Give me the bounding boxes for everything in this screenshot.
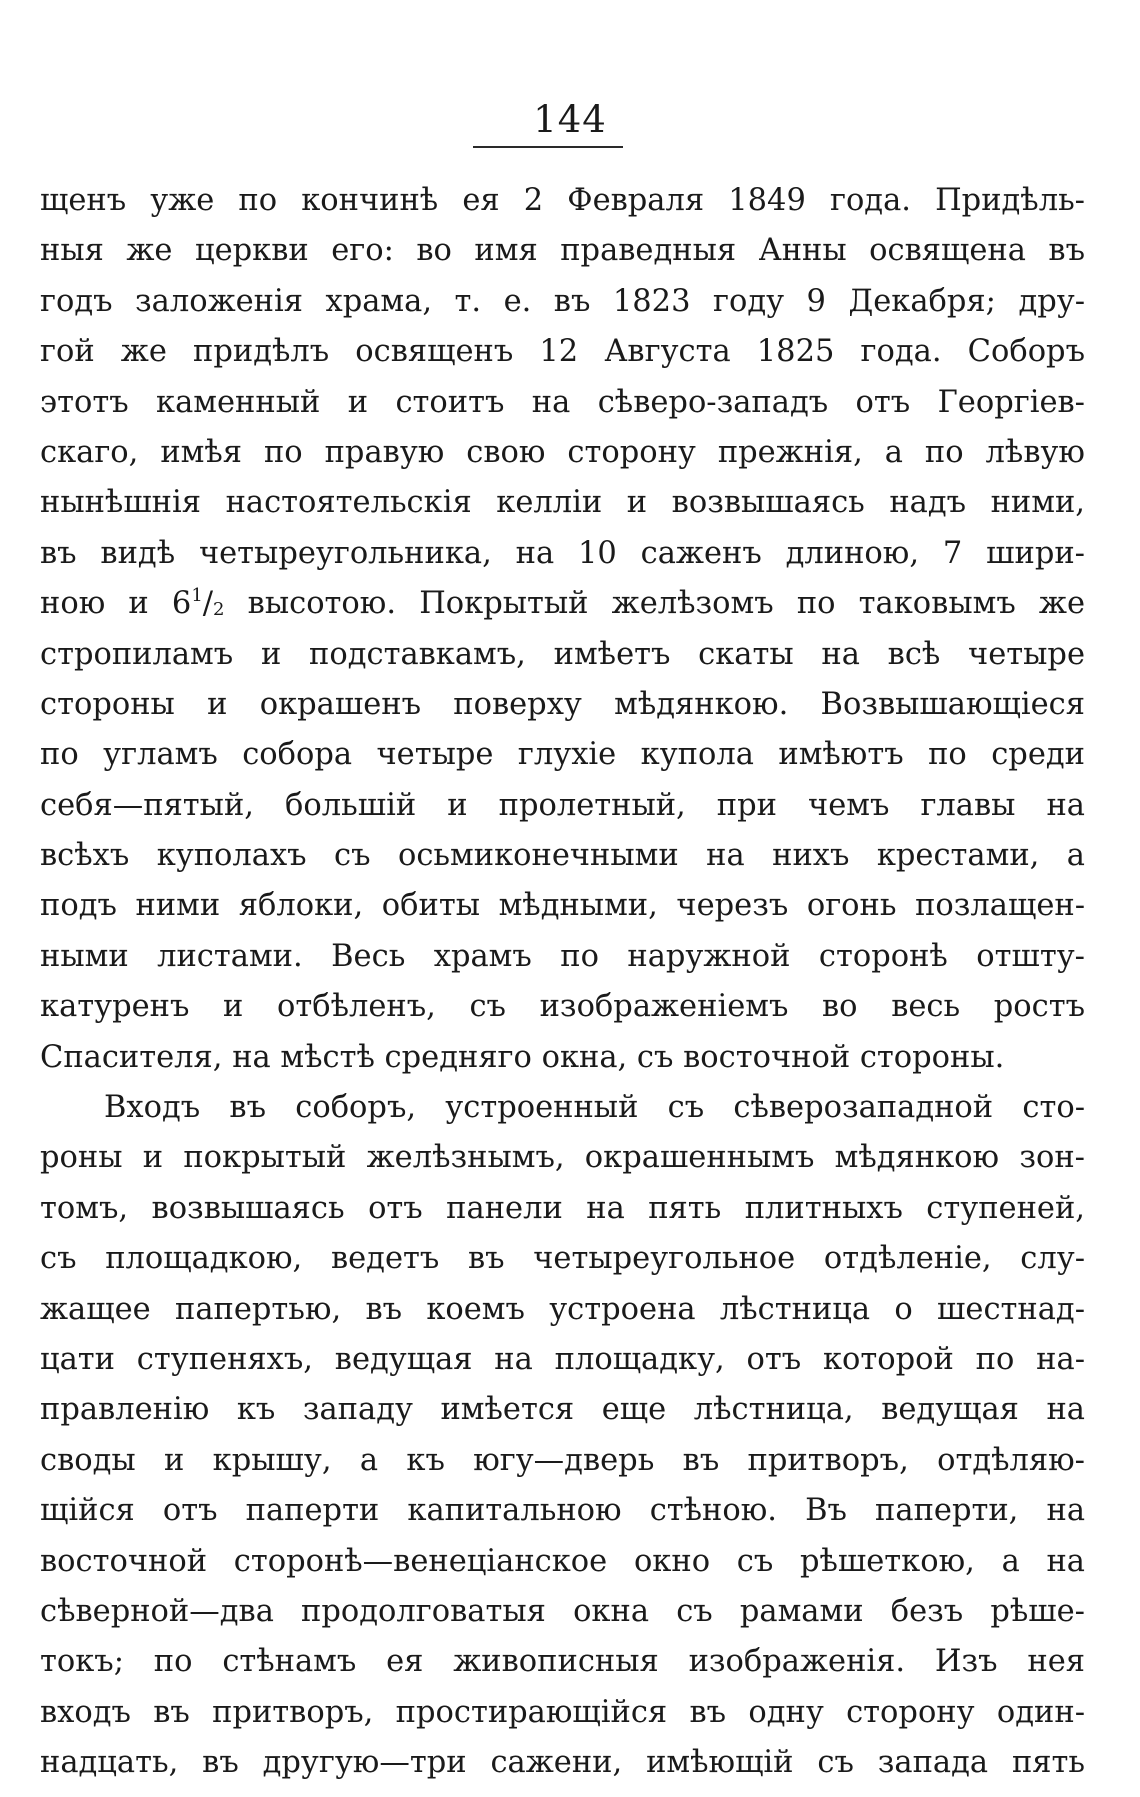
page-number-rule	[473, 146, 623, 148]
text-line: надцать, въ другую—три сажени, имѣющій съ запада пять	[40, 1745, 1085, 1781]
text-line: въ видѣ четыреугольника, на 10 саженъ длиною, 7 шири-	[40, 535, 1085, 571]
text-line-fraction	[40, 579, 1085, 629]
text-line: жащее папертью, въ коемъ устроена лѣстница о шестнад-	[40, 1291, 1085, 1327]
text-line: ными листами. Весь храмъ по наружной сторонѣ отшту-	[40, 938, 1085, 974]
text-line: скаго, имѣя по правую свою сторону прежнія, а по лѣвую	[40, 434, 1085, 470]
paragraph-2	[40, 1083, 1085, 1788]
text-line: гой же придѣлъ освященъ 12 Августа 1825 года. Соборъ	[40, 334, 1085, 370]
page-number: 144	[533, 98, 607, 141]
text-line: томъ, возвышаясь отъ панели на пять плитныхъ ступеней,	[40, 1190, 1085, 1226]
text-line: стороны и окрашенъ поверху мѣдянкою. Возвышающіеся	[40, 686, 1085, 722]
fraction-line-start: ною и 6	[40, 586, 192, 622]
text-line: роны и покрытый желѣзнымъ, окрашеннымъ мѣдянкою зон-	[40, 1140, 1085, 1176]
text-line: входъ въ притворъ, простирающійся въ одну сторону один-	[40, 1694, 1085, 1730]
text-line: стропиламъ и подставкамъ, имѣетъ скаты на всѣ четыре	[40, 636, 1085, 672]
fraction-line-end: высотою. Покрытый желѣзомъ по таковымъ же	[224, 586, 1086, 622]
text-line: правленію къ западу имѣется еще лѣстница, ведущая на	[40, 1392, 1085, 1428]
text-line: годъ заложенія храма, т. е. въ 1823 году 9 Декабря; дру-	[40, 283, 1085, 319]
text-line: цати ступеняхъ, ведущая на площадку, отъ которой по на-	[40, 1341, 1085, 1377]
text-line: токъ; по стѣнамъ ея живописныя изображенія. Изъ нея	[40, 1644, 1085, 1680]
text-line: сѣверной—два продолговатыя окна съ рамами безъ рѣше-	[40, 1593, 1085, 1629]
fraction-denominator: 2	[213, 599, 225, 621]
text-line: Спасителя, на мѣстѣ средняго окна, съ восточной стороны.	[40, 1039, 1005, 1075]
fraction-slash: /	[202, 586, 214, 622]
text-line: щійся отъ паперти капитальною стѣною. Въ паперти, на	[40, 1493, 1085, 1529]
text-line: щенъ уже по кончинѣ ея 2 Февраля 1849 года. Придѣль-	[40, 183, 1085, 218]
text-line: всѣхъ куполахъ съ осьмиконечными на нихъ крестами, а	[40, 838, 1085, 874]
text-line: этотъ каменный и стоитъ на сѣверо-западъ отъ Георгіев-	[40, 384, 1085, 420]
text-line: по угламъ собора четыре глухіе купола имѣютъ по среди	[40, 737, 1085, 773]
body-text	[40, 176, 1085, 1789]
text-line: Входъ въ соборъ, устроенный съ сѣверозападной сто-	[104, 1090, 1085, 1126]
text-line: подъ ними яблоки, обиты мѣдными, черезъ огонь позлащен-	[40, 888, 1085, 924]
text-line: себя—пятый, большій и пролетный, при чемъ главы на	[40, 787, 1085, 823]
paragraph-1	[40, 176, 1085, 1083]
text-line: съ площадкою, ведетъ въ четыреугольное отдѣленіе, слу-	[40, 1241, 1085, 1277]
fraction-numerator: 1	[191, 585, 203, 607]
text-line: нынѣшнія настоятельскія келліи и возвышаясь надъ ними,	[40, 485, 1085, 521]
text-line: своды и крышу, а къ югу—дверь въ притворъ, отдѣляю-	[40, 1442, 1085, 1478]
text-line: катуренъ и отбѣленъ, съ изображеніемъ во весь ростъ	[40, 989, 1085, 1025]
text-line: ныя же церкви его: во имя праведныя Анны освящена въ	[40, 233, 1085, 269]
text-line: восточной сторонѣ—венеціанское окно съ рѣшеткою, а на	[40, 1543, 1085, 1579]
